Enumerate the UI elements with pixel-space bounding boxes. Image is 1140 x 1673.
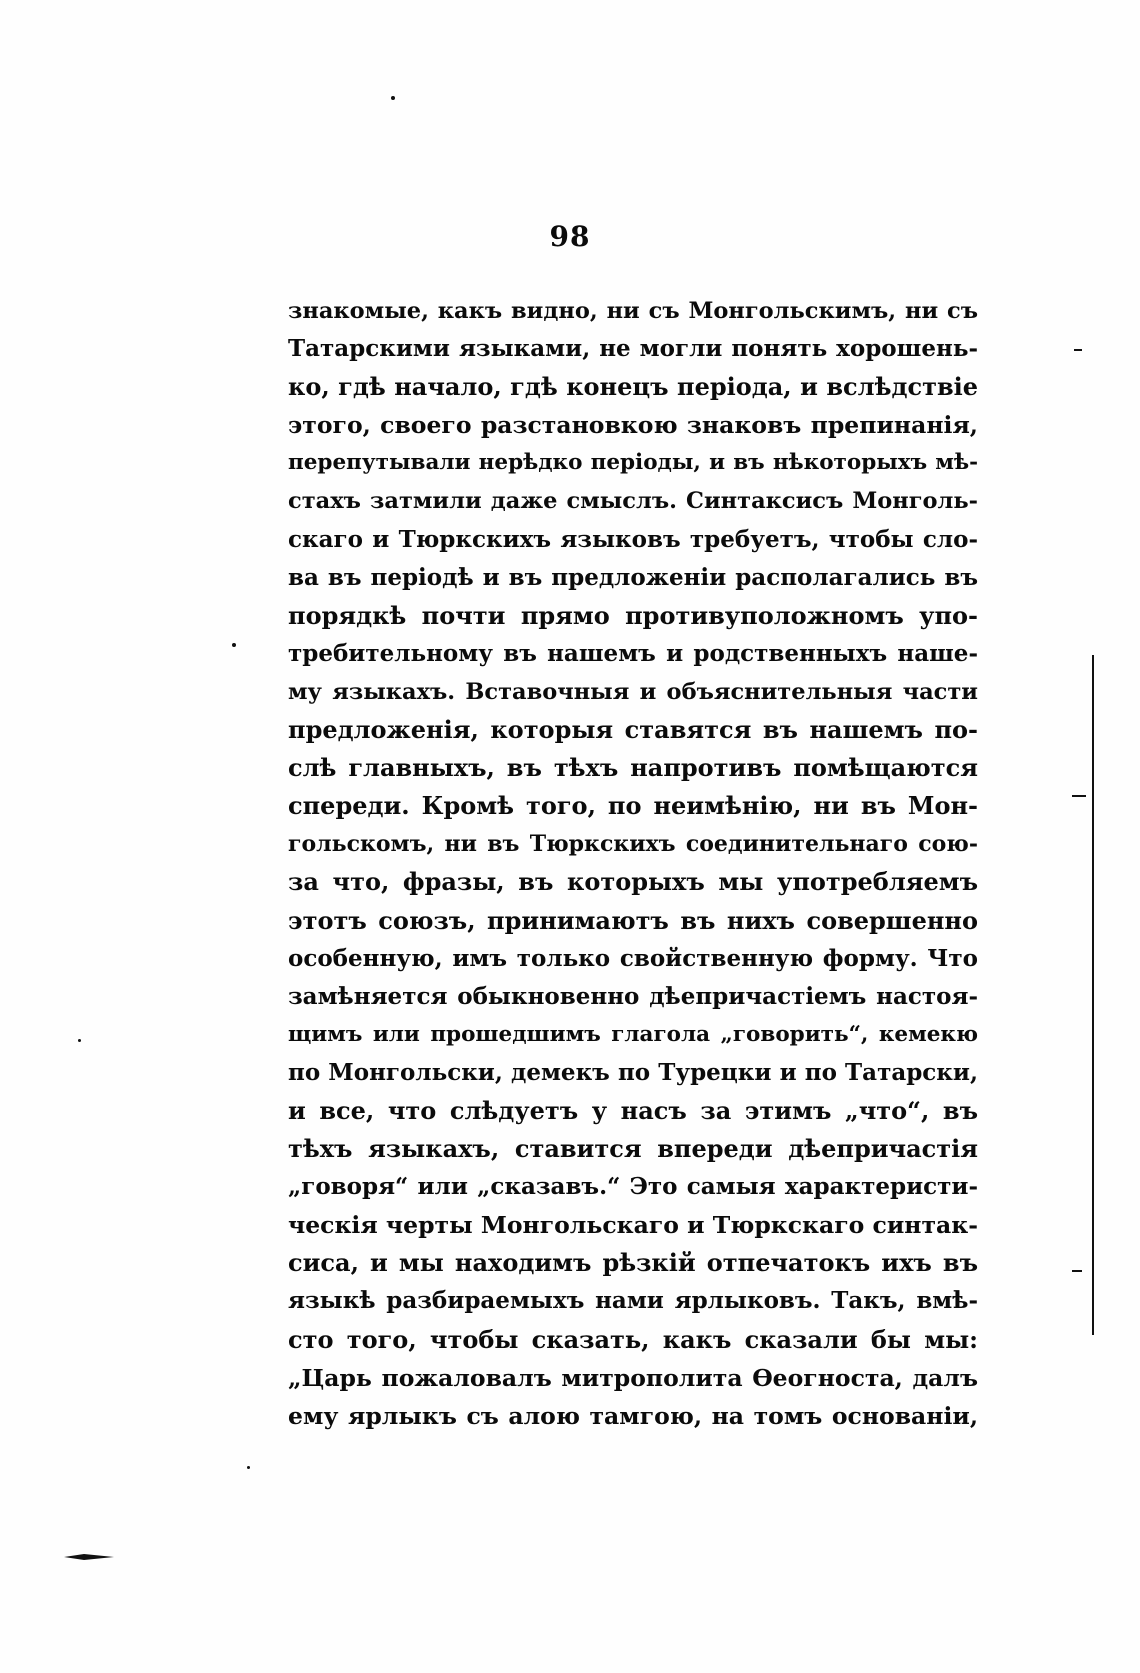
page-number: 98	[549, 220, 591, 253]
text-line: ко, гдѣ начало, гдѣ конецъ періода, и вслѣдствіе	[288, 372, 978, 402]
text-line: тѣхъ языкахъ, ставится впереди дѣепричастія	[288, 1134, 978, 1164]
text-line: скаго и Тюркскихъ языковъ требуетъ, чтобы сло-	[288, 525, 978, 553]
text-line: Татарскими языками, не могли понять хорошень-	[288, 335, 978, 363]
text-line: требительному въ нашемъ и родственныхъ наше-	[288, 639, 978, 667]
text-line: стахъ затмили даже смыслъ. Синтаксисъ Монголь-	[288, 488, 978, 515]
text-line: щимъ или прошедшимъ глагола „говорить“, кемекю	[288, 1021, 978, 1047]
text-line: ва въ періодѣ и въ предложеніи располагались въ	[288, 563, 978, 591]
text-line: „говоря“ или „сказавъ.“ Это самыя характеристи-	[288, 1173, 978, 1201]
scan-speck	[391, 96, 395, 100]
text-line: сто того, чтобы сказать, какъ сказали бы мы:	[288, 1324, 978, 1354]
text-line: по Монгольски, демекъ по Турецки и по Татарски,	[288, 1058, 978, 1086]
scan-edge-mark	[1072, 795, 1086, 797]
text-line: знакомые, какъ видно, ни съ Монгольскимъ, ни съ	[288, 298, 978, 324]
text-line: сиса, и мы находимъ рѣзкій отпечатокъ ихъ въ	[288, 1248, 978, 1278]
text-line: этого, своего разстановкою знаковъ препинанія,	[288, 411, 978, 440]
text-line: слѣ главныхъ, въ тѣхъ напротивъ помѣщаются	[288, 753, 978, 783]
scan-speck	[247, 1466, 250, 1469]
scan-edge-mark	[1074, 349, 1082, 351]
text-line: спереди. Кромѣ того, по неимѣнію, ни въ Мон-	[288, 791, 978, 821]
text-line: му языкахъ. Вставочныя и объяснительныя части	[288, 678, 978, 705]
text-line: этотъ союзъ, принимаютъ въ нихъ совершенно	[288, 905, 978, 935]
scan-speck	[232, 643, 236, 647]
text-line: предложенія, которыя ставятся въ нашемъ по-	[288, 715, 978, 745]
text-line: и все, что слѣдуетъ у насъ за этимъ „что“, въ	[288, 1095, 978, 1125]
text-line: ему ярлыкъ съ алою тамгою, на томъ основаніи,	[288, 1401, 978, 1430]
text-line: особенную, имъ только свойственную форму. Что	[288, 944, 978, 972]
text-line: перепутывали нерѣдко періоды, и въ нѣкоторыхъ мѣ-	[288, 450, 978, 476]
scan-edge-rule	[1092, 655, 1094, 1335]
text-line: порядкѣ почти прямо противуположномъ упо-	[288, 600, 978, 630]
text-line: за что, фразы, въ которыхъ мы употребляемъ	[288, 867, 978, 897]
text-line: замѣняется обыкновенно дѣепричастіемъ настоя-	[288, 982, 978, 1010]
text-line: гольскомъ, ни въ Тюркскихъ соединительнаго сою-	[288, 831, 978, 858]
text-line: языкѣ разбираемыхъ нами ярлыковъ. Такъ, вмѣ-	[288, 1287, 978, 1315]
scan-edge-arrow-icon	[64, 1552, 114, 1562]
body-text	[288, 292, 978, 1435]
text-line: ческія черты Монгольскаго и Тюркскаго синтак-	[288, 1211, 978, 1240]
scan-speck	[78, 1039, 81, 1042]
scan-edge-mark	[1072, 1270, 1082, 1272]
text-line: „Царь пожаловалъ митрополита Ѳеогноста, далъ	[288, 1363, 978, 1392]
